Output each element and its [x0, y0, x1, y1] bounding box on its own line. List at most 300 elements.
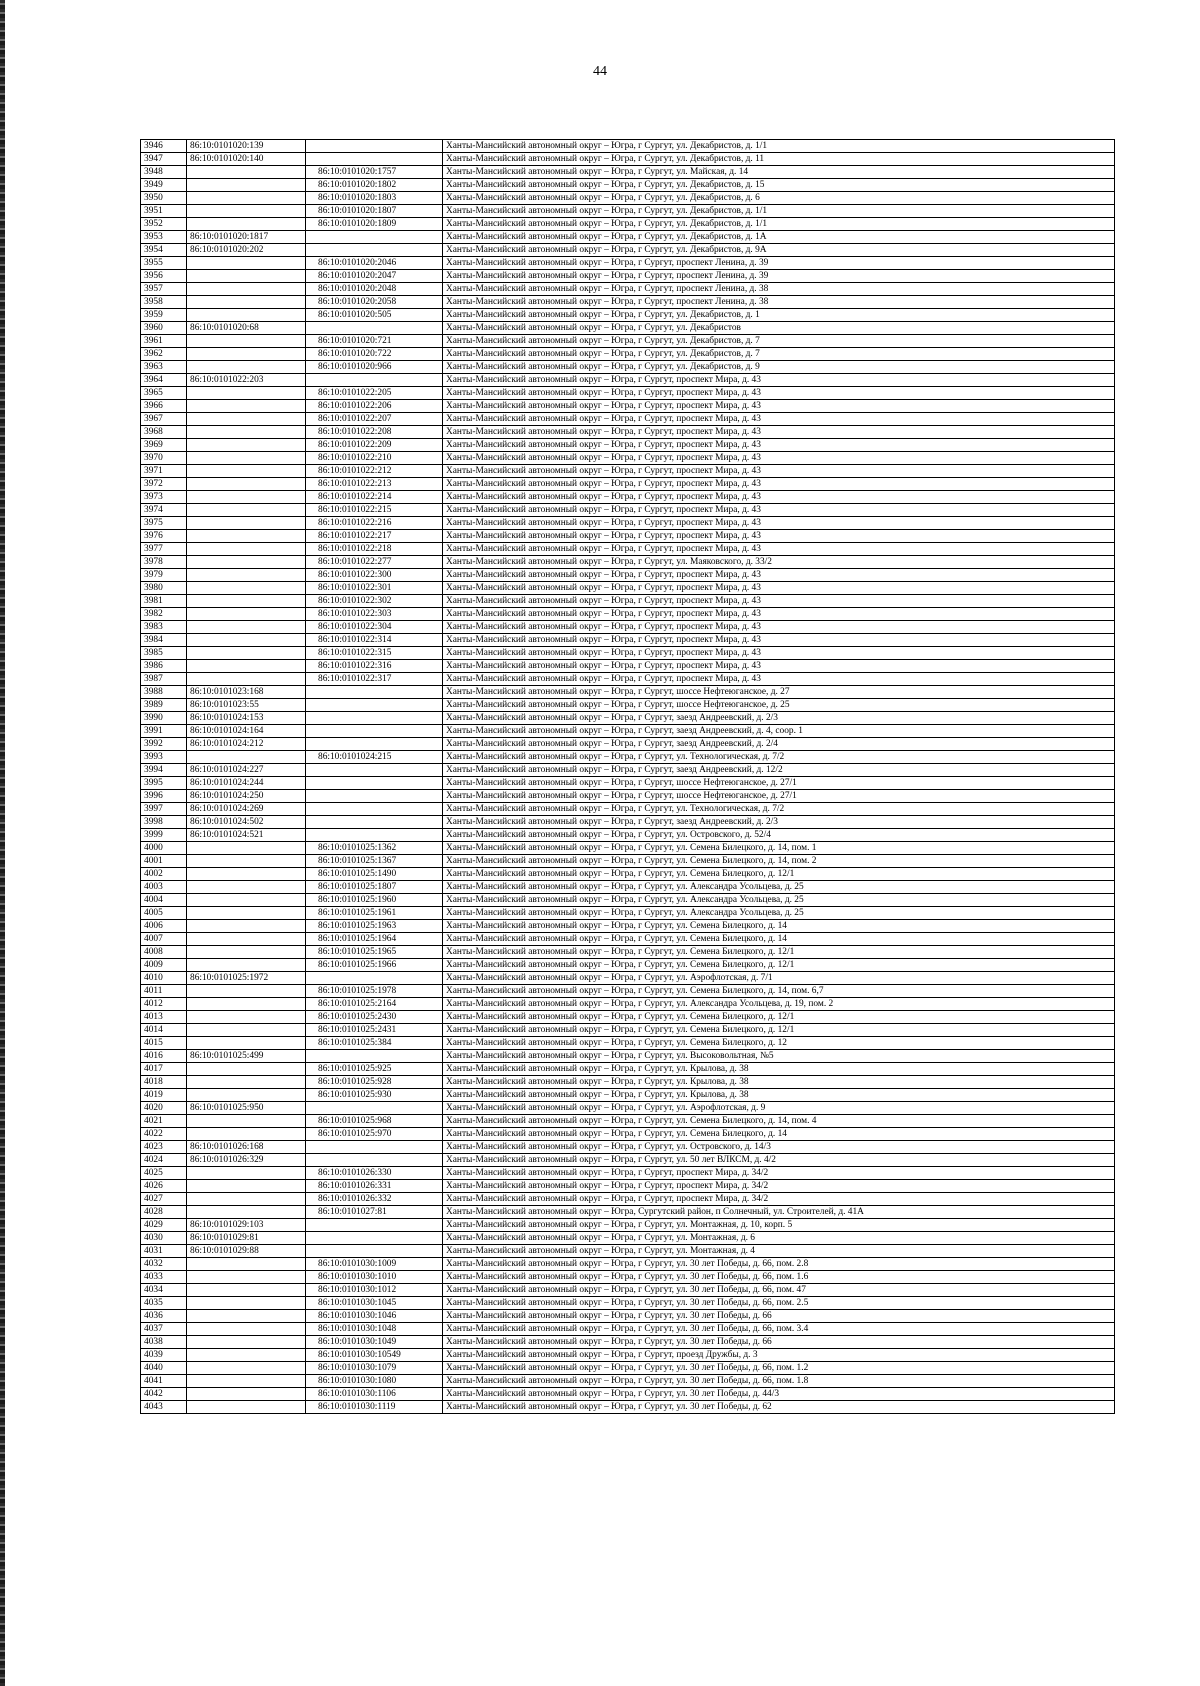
address-cell: Ханты-Мансийский автономный округ – Югра, г Сургут, ул. Александра Усольцева, д. 25 — [443, 881, 1115, 894]
building-cadastral-number-cell — [306, 686, 443, 699]
table-row — [141, 946, 1115, 959]
row-number-cell: 4013 — [141, 1011, 187, 1024]
land-cadastral-number-cell — [187, 1063, 306, 1076]
row-number-cell: 3992 — [141, 738, 187, 751]
building-cadastral-number-cell: 86:10:0101025:2430 — [306, 1011, 443, 1024]
table-row — [141, 985, 1115, 998]
row-number-cell: 3991 — [141, 725, 187, 738]
land-cadastral-number-cell — [187, 1037, 306, 1050]
land-cadastral-number-cell: 86:10:0101020:202 — [187, 244, 306, 257]
table-row — [141, 842, 1115, 855]
building-cadastral-number-cell: 86:10:0101025:1963 — [306, 920, 443, 933]
building-cadastral-number-cell: 86:10:0101025:1961 — [306, 907, 443, 920]
land-cadastral-number-cell — [187, 205, 306, 218]
row-number-cell: 3959 — [141, 309, 187, 322]
address-cell: Ханты-Мансийский автономный округ – Югра, г Сургут, проспект Мира, д. 43 — [443, 621, 1115, 634]
table-row — [141, 803, 1115, 816]
table-row — [141, 1193, 1115, 1206]
land-cadastral-number-cell — [187, 920, 306, 933]
building-cadastral-number-cell: 86:10:0101026:330 — [306, 1167, 443, 1180]
address-cell: Ханты-Мансийский автономный округ – Югра, г Сургут, проспект Мира, д. 43 — [443, 634, 1115, 647]
table-row — [141, 1180, 1115, 1193]
building-cadastral-number-cell: 86:10:0101025:928 — [306, 1076, 443, 1089]
row-number-cell: 3979 — [141, 569, 187, 582]
table-row — [141, 1349, 1115, 1362]
land-cadastral-number-cell — [187, 426, 306, 439]
land-cadastral-number-cell — [187, 491, 306, 504]
address-cell: Ханты-Мансийский автономный округ – Югра, г Сургут, проспект Мира, д. 43 — [443, 660, 1115, 673]
row-number-cell: 4032 — [141, 1258, 187, 1271]
address-cell: Ханты-Мансийский автономный округ – Югра, г Сургут, проспект Ленина, д. 39 — [443, 270, 1115, 283]
address-cell: Ханты-Мансийский автономный округ – Югра, г Сургут, ул. Декабристов, д. 1/1 — [443, 140, 1115, 153]
table-row — [141, 374, 1115, 387]
table-row — [141, 1271, 1115, 1284]
row-number-cell: 3971 — [141, 465, 187, 478]
land-cadastral-number-cell — [187, 608, 306, 621]
building-cadastral-number-cell — [306, 1232, 443, 1245]
address-cell: Ханты-Мансийский автономный округ – Югра, г Сургут, проспект Мира, д. 43 — [443, 387, 1115, 400]
table-row — [141, 244, 1115, 257]
table-row — [141, 1323, 1115, 1336]
table-row — [141, 491, 1115, 504]
row-number-cell: 3990 — [141, 712, 187, 725]
row-number-cell: 3988 — [141, 686, 187, 699]
row-number-cell: 3953 — [141, 231, 187, 244]
address-cell: Ханты-Мансийский автономный округ – Югра, г Сургут, ул. Семена Билецкого, д. 14 — [443, 933, 1115, 946]
building-cadastral-number-cell: 86:10:0101020:1807 — [306, 205, 443, 218]
building-cadastral-number-cell — [306, 1102, 443, 1115]
row-number-cell: 4002 — [141, 868, 187, 881]
row-number-cell: 3974 — [141, 504, 187, 517]
building-cadastral-number-cell: 86:10:0101025:2164 — [306, 998, 443, 1011]
building-cadastral-number-cell: 86:10:0101025:925 — [306, 1063, 443, 1076]
land-cadastral-number-cell — [187, 894, 306, 907]
table-row — [141, 413, 1115, 426]
table-row — [141, 504, 1115, 517]
address-cell: Ханты-Мансийский автономный округ – Югра, Сургутский район, п Солнечный, ул. Строителей, д. 41А — [443, 1206, 1115, 1219]
address-cell: Ханты-Мансийский автономный округ – Югра, г Сургут, ул. Семена Билецкого, д. 14, пом. 1 — [443, 842, 1115, 855]
table-row — [141, 998, 1115, 1011]
land-cadastral-number-cell — [187, 1284, 306, 1297]
land-cadastral-number-cell — [187, 517, 306, 530]
building-cadastral-number-cell: 86:10:0101025:1964 — [306, 933, 443, 946]
address-cell: Ханты-Мансийский автономный округ – Югра, г Сургут, заезд Андреевский, д. 2/3 — [443, 712, 1115, 725]
building-cadastral-number-cell: 86:10:0101020:2048 — [306, 283, 443, 296]
row-number-cell: 4037 — [141, 1323, 187, 1336]
address-cell: Ханты-Мансийский автономный округ – Югра, г Сургут, проспект Мира, д. 43 — [443, 504, 1115, 517]
land-cadastral-number-cell: 86:10:0101024:269 — [187, 803, 306, 816]
row-number-cell: 4000 — [141, 842, 187, 855]
land-cadastral-number-cell — [187, 855, 306, 868]
building-cadastral-number-cell — [306, 699, 443, 712]
page-number: 44 — [593, 64, 607, 79]
address-cell: Ханты-Мансийский автономный округ – Югра, г Сургут, проспект Ленина, д. 39 — [443, 257, 1115, 270]
row-number-cell: 4035 — [141, 1297, 187, 1310]
building-cadastral-number-cell: 86:10:0101025:1966 — [306, 959, 443, 972]
building-cadastral-number-cell: 86:10:0101030:1080 — [306, 1375, 443, 1388]
row-number-cell: 4010 — [141, 972, 187, 985]
table-row — [141, 569, 1115, 582]
address-cell: Ханты-Мансийский автономный округ – Югра, г Сургут, ул. Декабристов, д. 9 — [443, 361, 1115, 374]
table-row — [141, 1141, 1115, 1154]
land-cadastral-number-cell: 86:10:0101020:1817 — [187, 231, 306, 244]
row-number-cell: 4025 — [141, 1167, 187, 1180]
table-row — [141, 816, 1115, 829]
address-cell: Ханты-Мансийский автономный округ – Югра, г Сургут, проспект Мира, д. 43 — [443, 452, 1115, 465]
row-number-cell: 3968 — [141, 426, 187, 439]
building-cadastral-number-cell: 86:10:0101030:1012 — [306, 1284, 443, 1297]
row-number-cell: 3997 — [141, 803, 187, 816]
row-number-cell: 4020 — [141, 1102, 187, 1115]
building-cadastral-number-cell: 86:10:0101022:205 — [306, 387, 443, 400]
row-number-cell: 4021 — [141, 1115, 187, 1128]
row-number-cell: 4039 — [141, 1349, 187, 1362]
address-cell: Ханты-Мансийский автономный округ – Югра, г Сургут, ул. Семена Билецкого, д. 12/1 — [443, 959, 1115, 972]
building-cadastral-number-cell: 86:10:0101022:314 — [306, 634, 443, 647]
building-cadastral-number-cell: 86:10:0101022:277 — [306, 556, 443, 569]
table-row — [141, 868, 1115, 881]
building-cadastral-number-cell: 86:10:0101022:213 — [306, 478, 443, 491]
land-cadastral-number-cell — [187, 1193, 306, 1206]
row-number-cell: 4042 — [141, 1388, 187, 1401]
address-cell: Ханты-Мансийский автономный округ – Югра, г Сургут, ул. 30 лет Победы, д. 66, пом. 2.8 — [443, 1258, 1115, 1271]
land-cadastral-number-cell — [187, 1011, 306, 1024]
land-cadastral-number-cell — [187, 1362, 306, 1375]
address-cell: Ханты-Мансийский автономный округ – Югра, г Сургут, ул. Технологическая, д. 7/2 — [443, 751, 1115, 764]
land-cadastral-number-cell — [187, 634, 306, 647]
address-cell: Ханты-Мансийский автономный округ – Югра, г Сургут, заезд Андреевский, д. 4, соор. 1 — [443, 725, 1115, 738]
table-row — [141, 1401, 1115, 1414]
row-number-cell: 3955 — [141, 257, 187, 270]
address-cell: Ханты-Мансийский автономный округ – Югра, г Сургут, ул. Семена Билецкого, д. 12/1 — [443, 868, 1115, 881]
land-cadastral-number-cell — [187, 1180, 306, 1193]
building-cadastral-number-cell — [306, 374, 443, 387]
address-cell: Ханты-Мансийский автономный округ – Югра, г Сургут, ул. Декабристов, д. 9А — [443, 244, 1115, 257]
land-cadastral-number-cell — [187, 569, 306, 582]
land-cadastral-number-cell: 86:10:0101025:499 — [187, 1050, 306, 1063]
building-cadastral-number-cell: 86:10:0101020:1757 — [306, 166, 443, 179]
building-cadastral-number-cell — [306, 1141, 443, 1154]
address-cell: Ханты-Мансийский автономный округ – Югра, г Сургут, ул. 30 лет Победы, д. 66, пом. 1.8 — [443, 1375, 1115, 1388]
address-cell: Ханты-Мансийский автономный округ – Югра, г Сургут, ул. Декабристов, д. 1/1 — [443, 205, 1115, 218]
building-cadastral-number-cell: 86:10:0101025:1367 — [306, 855, 443, 868]
table-row — [141, 855, 1115, 868]
land-cadastral-number-cell — [187, 361, 306, 374]
row-number-cell: 4011 — [141, 985, 187, 998]
address-cell: Ханты-Мансийский автономный округ – Югра, г Сургут, ул. Декабристов, д. 7 — [443, 335, 1115, 348]
registry-body — [141, 140, 1115, 1414]
address-cell: Ханты-Мансийский автономный округ – Югра, г Сургут, ул. 30 лет Победы, д. 66 — [443, 1310, 1115, 1323]
building-cadastral-number-cell: 86:10:0101020:966 — [306, 361, 443, 374]
building-cadastral-number-cell — [306, 725, 443, 738]
address-cell: Ханты-Мансийский автономный округ – Югра, г Сургут, ул. Декабристов, д. 1 — [443, 309, 1115, 322]
table-row — [141, 764, 1115, 777]
row-number-cell: 3951 — [141, 205, 187, 218]
row-number-cell: 3957 — [141, 283, 187, 296]
table-row — [141, 1154, 1115, 1167]
building-cadastral-number-cell: 86:10:0101022:216 — [306, 517, 443, 530]
building-cadastral-number-cell — [306, 790, 443, 803]
table-row — [141, 166, 1115, 179]
row-number-cell: 3975 — [141, 517, 187, 530]
land-cadastral-number-cell — [187, 257, 306, 270]
address-cell: Ханты-Мансийский автономный округ – Югра, г Сургут, проспект Мира, д. 43 — [443, 439, 1115, 452]
table-row — [141, 582, 1115, 595]
table-row — [141, 543, 1115, 556]
land-cadastral-number-cell: 86:10:0101022:203 — [187, 374, 306, 387]
table-row — [141, 1128, 1115, 1141]
building-cadastral-number-cell: 86:10:0101022:303 — [306, 608, 443, 621]
row-number-cell: 3947 — [141, 153, 187, 166]
address-cell: Ханты-Мансийский автономный округ – Югра, г Сургут, ул. Крылова, д. 38 — [443, 1076, 1115, 1089]
row-number-cell: 3958 — [141, 296, 187, 309]
table-row — [141, 712, 1115, 725]
row-number-cell: 4018 — [141, 1076, 187, 1089]
table-row — [141, 1102, 1115, 1115]
row-number-cell: 3984 — [141, 634, 187, 647]
building-cadastral-number-cell: 86:10:0101025:384 — [306, 1037, 443, 1050]
table-row — [141, 1089, 1115, 1102]
row-number-cell: 4005 — [141, 907, 187, 920]
land-cadastral-number-cell — [187, 387, 306, 400]
table-row — [141, 920, 1115, 933]
building-cadastral-number-cell: 86:10:0101026:332 — [306, 1193, 443, 1206]
table-row — [141, 1336, 1115, 1349]
row-number-cell: 3998 — [141, 816, 187, 829]
building-cadastral-number-cell: 86:10:0101025:1960 — [306, 894, 443, 907]
address-cell: Ханты-Мансийский автономный округ – Югра, г Сургут, шоссе Нефтеюганское, д. 25 — [443, 699, 1115, 712]
land-cadastral-number-cell: 86:10:0101024:153 — [187, 712, 306, 725]
address-cell: Ханты-Мансийский автономный округ – Югра, г Сургут, проспект Мира, д. 43 — [443, 413, 1115, 426]
land-cadastral-number-cell — [187, 595, 306, 608]
row-number-cell: 4004 — [141, 894, 187, 907]
building-cadastral-number-cell: 86:10:0101030:1010 — [306, 1271, 443, 1284]
address-cell: Ханты-Мансийский автономный округ – Югра, г Сургут, ул. 30 лет Победы, д. 66, пом. 2.5 — [443, 1297, 1115, 1310]
row-number-cell: 4033 — [141, 1271, 187, 1284]
table-row — [141, 699, 1115, 712]
land-cadastral-number-cell — [187, 1401, 306, 1414]
row-number-cell: 4001 — [141, 855, 187, 868]
row-number-cell: 3970 — [141, 452, 187, 465]
row-number-cell: 3967 — [141, 413, 187, 426]
address-cell: Ханты-Мансийский автономный округ – Югра, г Сургут, ул. Маяковского, д. 33/2 — [443, 556, 1115, 569]
building-cadastral-number-cell: 86:10:0101022:212 — [306, 465, 443, 478]
row-number-cell: 3962 — [141, 348, 187, 361]
land-cadastral-number-cell — [187, 348, 306, 361]
row-number-cell: 3972 — [141, 478, 187, 491]
address-cell: Ханты-Мансийский автономный округ – Югра, г Сургут, заезд Андреевский, д. 2/3 — [443, 816, 1115, 829]
row-number-cell: 3965 — [141, 387, 187, 400]
building-cadastral-number-cell: 86:10:0101020:2047 — [306, 270, 443, 283]
address-cell: Ханты-Мансийский автономный округ – Югра, г Сургут, ул. Семена Билецкого, д. 12/1 — [443, 946, 1115, 959]
address-cell: Ханты-Мансийский автономный округ – Югра, г Сургут, ул. Крылова, д. 38 — [443, 1089, 1115, 1102]
land-cadastral-number-cell — [187, 283, 306, 296]
building-cadastral-number-cell: 86:10:0101025:968 — [306, 1115, 443, 1128]
table-row — [141, 829, 1115, 842]
land-cadastral-number-cell — [187, 465, 306, 478]
address-cell: Ханты-Мансийский автономный округ – Югра, г Сургут, ул. Декабристов, д. 6 — [443, 192, 1115, 205]
table-row — [141, 686, 1115, 699]
address-cell: Ханты-Мансийский автономный округ – Югра, г Сургут, ул. 30 лет Победы, д. 66, пом. 47 — [443, 1284, 1115, 1297]
land-cadastral-number-cell — [187, 842, 306, 855]
table-row — [141, 1011, 1115, 1024]
table-row — [141, 1375, 1115, 1388]
table-row — [141, 1024, 1115, 1037]
address-cell: Ханты-Мансийский автономный округ – Югра, г Сургут, ул. Островского, д. 52/4 — [443, 829, 1115, 842]
row-number-cell: 3999 — [141, 829, 187, 842]
building-cadastral-number-cell: 86:10:0101022:209 — [306, 439, 443, 452]
row-number-cell: 3980 — [141, 582, 187, 595]
address-cell: Ханты-Мансийский автономный округ – Югра, г Сургут, ул. 30 лет Победы, д. 66, пом. 1.2 — [443, 1362, 1115, 1375]
row-number-cell: 3961 — [141, 335, 187, 348]
row-number-cell: 3986 — [141, 660, 187, 673]
address-cell: Ханты-Мансийский автономный округ – Югра, г Сургут, проспект Мира, д. 43 — [443, 530, 1115, 543]
land-cadastral-number-cell: 86:10:0101024:164 — [187, 725, 306, 738]
table-row — [141, 348, 1115, 361]
land-cadastral-number-cell — [187, 660, 306, 673]
row-number-cell: 4023 — [141, 1141, 187, 1154]
building-cadastral-number-cell — [306, 322, 443, 335]
building-cadastral-number-cell: 86:10:0101022:217 — [306, 530, 443, 543]
land-cadastral-number-cell — [187, 400, 306, 413]
row-number-cell: 4022 — [141, 1128, 187, 1141]
land-cadastral-number-cell — [187, 621, 306, 634]
building-cadastral-number-cell: 86:10:0101030:1009 — [306, 1258, 443, 1271]
land-cadastral-number-cell — [187, 673, 306, 686]
land-cadastral-number-cell — [187, 335, 306, 348]
land-cadastral-number-cell — [187, 582, 306, 595]
land-cadastral-number-cell — [187, 192, 306, 205]
address-cell: Ханты-Мансийский автономный округ – Югра, г Сургут, ул. 30 лет Победы, д. 44/3 — [443, 1388, 1115, 1401]
table-row — [141, 153, 1115, 166]
row-number-cell: 3950 — [141, 192, 187, 205]
table-row — [141, 478, 1115, 491]
address-cell: Ханты-Мансийский автономный округ – Югра, г Сургут, шоссе Нефтеюганское, д. 27/1 — [443, 777, 1115, 790]
address-cell: Ханты-Мансийский автономный округ – Югра, г Сургут, ул. 30 лет Победы, д. 66 — [443, 1336, 1115, 1349]
building-cadastral-number-cell: 86:10:0101030:1046 — [306, 1310, 443, 1323]
table-row — [141, 270, 1115, 283]
address-cell: Ханты-Мансийский автономный округ – Югра, г Сургут, проспект Мира, д. 34/2 — [443, 1193, 1115, 1206]
building-cadastral-number-cell: 86:10:0101030:1079 — [306, 1362, 443, 1375]
table-row — [141, 972, 1115, 985]
table-row — [141, 465, 1115, 478]
address-cell: Ханты-Мансийский автономный округ – Югра, г Сургут, ул. 30 лет Победы, д. 66, пом. 3.4 — [443, 1323, 1115, 1336]
building-cadastral-number-cell — [306, 712, 443, 725]
table-row — [141, 361, 1115, 374]
land-cadastral-number-cell — [187, 647, 306, 660]
row-number-cell: 4027 — [141, 1193, 187, 1206]
land-cadastral-number-cell: 86:10:0101024:502 — [187, 816, 306, 829]
table-row — [141, 387, 1115, 400]
scan-edge — [0, 0, 5, 1686]
table-row — [141, 1050, 1115, 1063]
building-cadastral-number-cell: 86:10:0101022:210 — [306, 452, 443, 465]
land-cadastral-number-cell — [187, 1336, 306, 1349]
building-cadastral-number-cell — [306, 738, 443, 751]
table-row — [141, 1063, 1115, 1076]
table-row — [141, 595, 1115, 608]
address-cell: Ханты-Мансийский автономный округ – Югра, г Сургут, ул. Декабристов, д. 15 — [443, 179, 1115, 192]
table-row — [141, 1297, 1115, 1310]
table-row — [141, 790, 1115, 803]
row-number-cell: 4031 — [141, 1245, 187, 1258]
table-row — [141, 647, 1115, 660]
building-cadastral-number-cell: 86:10:0101025:1362 — [306, 842, 443, 855]
row-number-cell: 3964 — [141, 374, 187, 387]
table-row — [141, 1362, 1115, 1375]
address-cell: Ханты-Мансийский автономный округ – Югра, г Сургут, ул. Островского, д. 14/3 — [443, 1141, 1115, 1154]
table-row — [141, 517, 1115, 530]
building-cadastral-number-cell: 86:10:0101030:1048 — [306, 1323, 443, 1336]
table-row — [141, 907, 1115, 920]
row-number-cell: 3978 — [141, 556, 187, 569]
land-cadastral-number-cell — [187, 933, 306, 946]
address-cell: Ханты-Мансийский автономный округ – Югра, г Сургут, ул. Монтажная, д. 4 — [443, 1245, 1115, 1258]
building-cadastral-number-cell: 86:10:0101020:722 — [306, 348, 443, 361]
building-cadastral-number-cell — [306, 140, 443, 153]
land-cadastral-number-cell — [187, 1089, 306, 1102]
table-row — [141, 1310, 1115, 1323]
land-cadastral-number-cell — [187, 868, 306, 881]
table-row — [141, 257, 1115, 270]
address-cell: Ханты-Мансийский автономный округ – Югра, г Сургут, проспект Мира, д. 43 — [443, 517, 1115, 530]
row-number-cell: 3995 — [141, 777, 187, 790]
table-row — [141, 673, 1115, 686]
land-cadastral-number-cell — [187, 1271, 306, 1284]
address-cell: Ханты-Мансийский автономный округ – Югра, г Сургут, шоссе Нефтеюганское, д. 27 — [443, 686, 1115, 699]
address-cell: Ханты-Мансийский автономный округ – Югра, г Сургут, ул. Семена Билецкого, д. 14 — [443, 920, 1115, 933]
table-row — [141, 556, 1115, 569]
table-row — [141, 283, 1115, 296]
address-cell: Ханты-Мансийский автономный округ – Югра, г Сургут, проспект Ленина, д. 38 — [443, 296, 1115, 309]
building-cadastral-number-cell: 86:10:0101025:1978 — [306, 985, 443, 998]
row-number-cell: 4015 — [141, 1037, 187, 1050]
building-cadastral-number-cell: 86:10:0101022:316 — [306, 660, 443, 673]
building-cadastral-number-cell — [306, 244, 443, 257]
table-row — [141, 634, 1115, 647]
address-cell: Ханты-Мансийский автономный округ – Югра, г Сургут, ул. 30 лет Победы, д. 66, пом. 1.6 — [443, 1271, 1115, 1284]
address-cell: Ханты-Мансийский автономный округ – Югра, г Сургут, ул. Технологическая, д. 7/2 — [443, 803, 1115, 816]
land-cadastral-number-cell — [187, 751, 306, 764]
table-row — [141, 140, 1115, 153]
row-number-cell: 3969 — [141, 439, 187, 452]
address-cell: Ханты-Мансийский автономный округ – Югра, г Сургут, ул. Семена Билецкого, д. 12/1 — [443, 1024, 1115, 1037]
table-row — [141, 322, 1115, 335]
row-number-cell: 3966 — [141, 400, 187, 413]
land-cadastral-number-cell — [187, 504, 306, 517]
table-row — [141, 1232, 1115, 1245]
table-row — [141, 218, 1115, 231]
building-cadastral-number-cell: 86:10:0101022:207 — [306, 413, 443, 426]
address-cell: Ханты-Мансийский автономный округ – Югра, г Сургут, ул. Семена Билецкого, д. 12 — [443, 1037, 1115, 1050]
row-number-cell: 4006 — [141, 920, 187, 933]
land-cadastral-number-cell: 86:10:0101026:329 — [187, 1154, 306, 1167]
land-cadastral-number-cell — [187, 556, 306, 569]
building-cadastral-number-cell — [306, 231, 443, 244]
land-cadastral-number-cell — [187, 543, 306, 556]
row-number-cell: 3948 — [141, 166, 187, 179]
building-cadastral-number-cell — [306, 1219, 443, 1232]
land-cadastral-number-cell: 86:10:0101024:250 — [187, 790, 306, 803]
address-cell: Ханты-Мансийский автономный округ – Югра, г Сургут, проспект Мира, д. 34/2 — [443, 1167, 1115, 1180]
building-cadastral-number-cell: 86:10:0101025:1490 — [306, 868, 443, 881]
row-number-cell: 4041 — [141, 1375, 187, 1388]
table-row — [141, 296, 1115, 309]
address-cell: Ханты-Мансийский автономный округ – Югра, г Сургут, проспект Мира, д. 43 — [443, 569, 1115, 582]
address-cell: Ханты-Мансийский автономный округ – Югра, г Сургут, ул. Семена Билецкого, д. 14, пом. 2 — [443, 855, 1115, 868]
row-number-cell: 4030 — [141, 1232, 187, 1245]
row-number-cell: 3993 — [141, 751, 187, 764]
